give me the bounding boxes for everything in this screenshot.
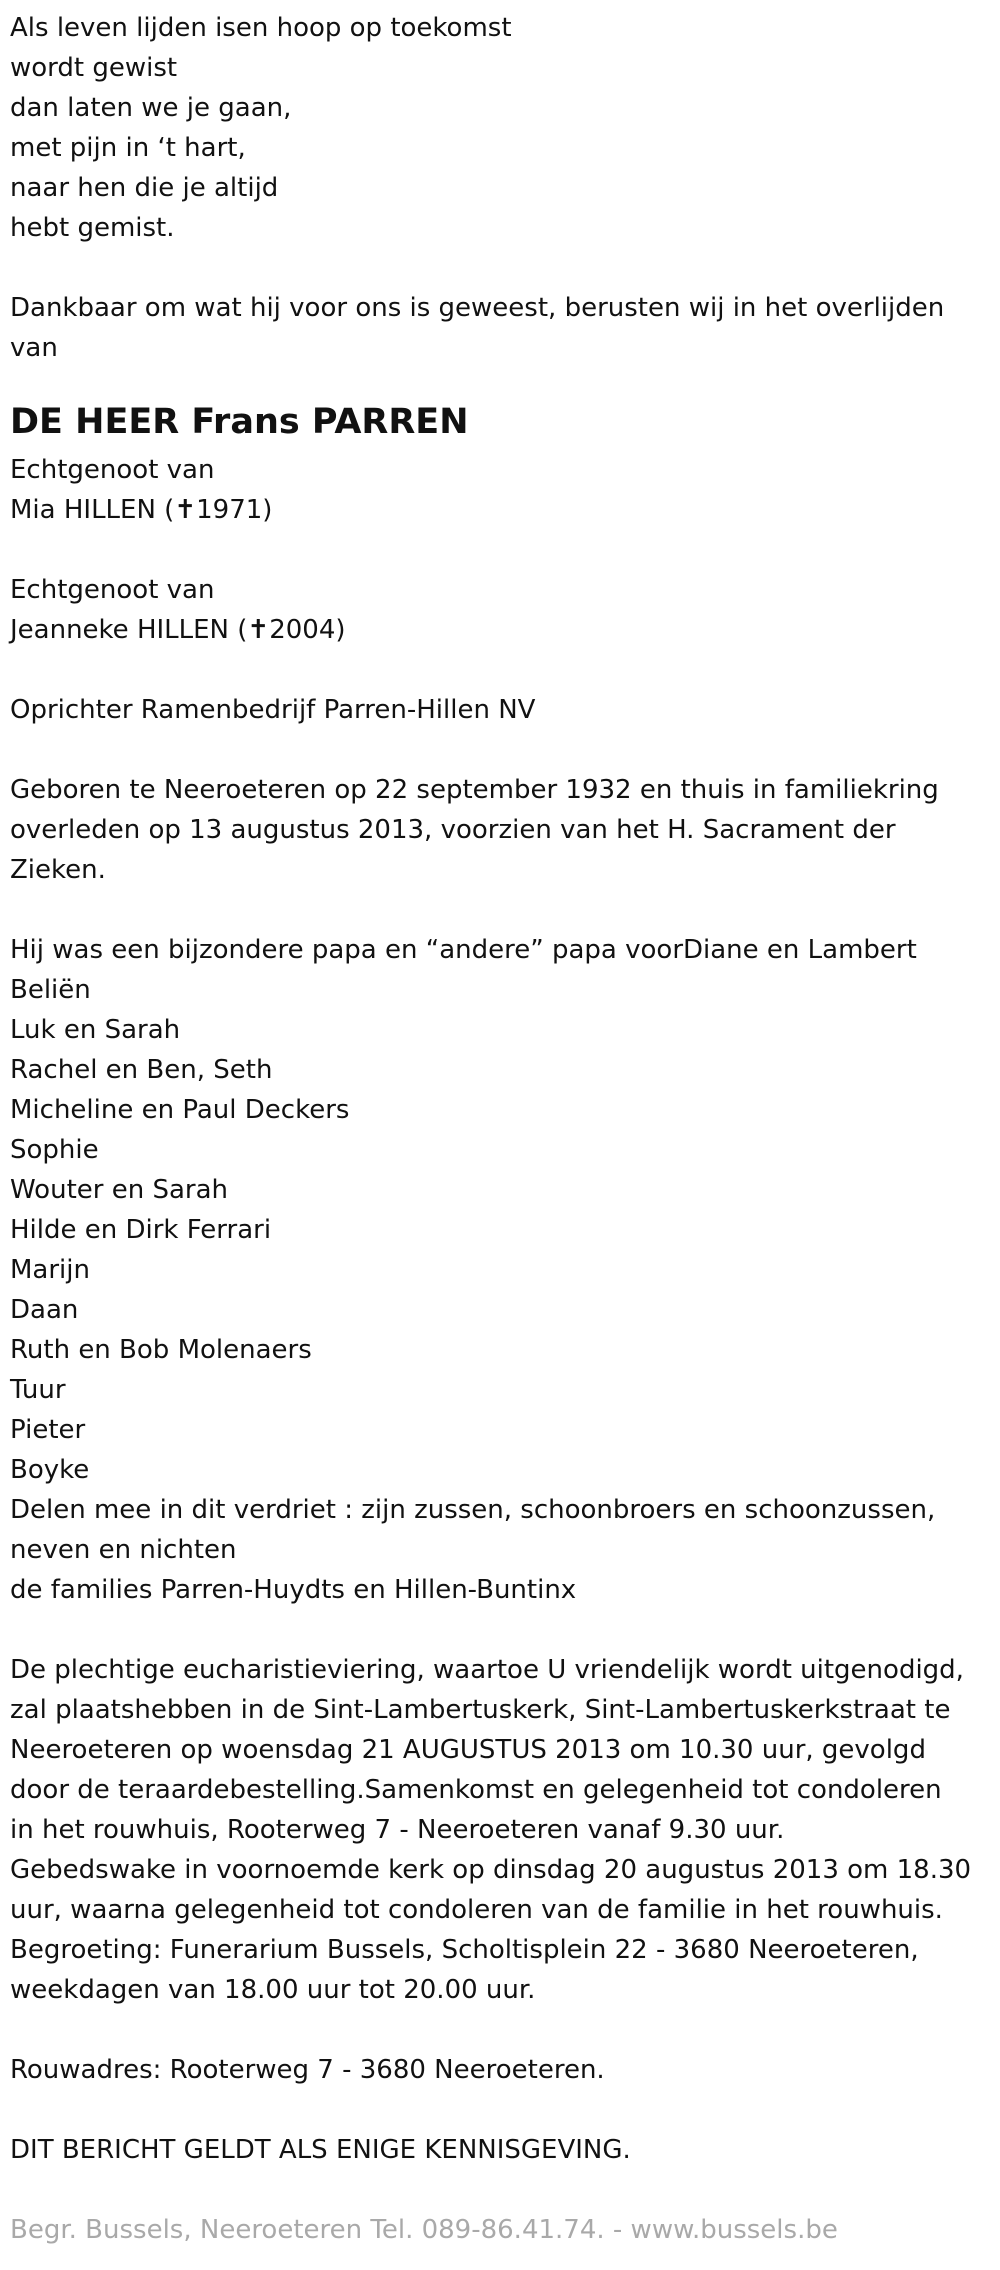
intro-line: Dankbaar om wat hij voor ons is geweest, berusten wij in het overlijden: [10, 293, 945, 323]
ceremony-line: in het rouwhuis, Rooterweg 7 - Neeroeteren vanaf 9.30 uur.: [10, 1815, 785, 1845]
poem: [10, 8, 990, 248]
family-line: Beliën: [10, 975, 91, 1005]
family-line: Ruth en Bob Molenaers: [10, 1335, 312, 1365]
family-line: Sophie: [10, 1135, 99, 1165]
poem-line: wordt gewist: [10, 53, 178, 83]
family-line: Micheline en Paul Deckers: [10, 1095, 350, 1125]
spouse-name: Jeanneke HILLEN (✝2004): [10, 615, 346, 645]
family-line: Boyke: [10, 1455, 90, 1485]
ceremony-line: uur, waarna gelegenheid tot condoleren van de familie in het rouwhuis.: [10, 1895, 943, 1925]
ceremony-line: Neeroeteren op woensdag 21 AUGUSTUS 2013 om 10.30 uur, gevolgd: [10, 1735, 926, 1765]
family-line: Tuur: [10, 1375, 66, 1405]
intro-paragraph: [10, 288, 990, 368]
spouse-label: Echtgenoot van: [10, 455, 215, 485]
occupation: Oprichter Ramenbedrijf Parren-Hillen NV: [10, 695, 536, 725]
family-line: Hij was een bijzondere papa en “andere” papa voorDiane en Lambert: [10, 935, 917, 965]
family-line: Luk en Sarah: [10, 1015, 181, 1045]
family-line: de families Parren-Huydts en Hillen-Buntinx: [10, 1575, 577, 1605]
spouse-name: Mia HILLEN (✝1971): [10, 495, 273, 525]
family-line: Delen mee in dit verdriet : zijn zussen, schoonbroers en schoonzussen,: [10, 1495, 936, 1525]
ceremony-line: Begroeting: Funerarium Bussels, Scholtisplein 22 - 3680 Neeroeteren,: [10, 1935, 919, 1965]
family-line: neven en nichten: [10, 1535, 237, 1565]
ceremony-line: Gebedswake in voornoemde kerk op dinsdag 20 augustus 2013 om 18.30: [10, 1855, 972, 1885]
poem-line: hebt gemist.: [10, 213, 175, 243]
poem-line: met pijn in ‘t hart,: [10, 133, 246, 163]
mourning-address: Rouwadres: Rooterweg 7 - 3680 Neeroeteren.: [10, 2055, 605, 2085]
family-list: [10, 930, 990, 1610]
family-line: Wouter en Sarah: [10, 1175, 228, 1205]
footer-credits: Begr. Bussels, Neeroeteren Tel. 089-86.41.74. - www.bussels.be: [10, 2215, 838, 2245]
ceremony-line: zal plaatshebben in de Sint-Lambertuskerk, Sint-Lambertuskerkstraat te: [10, 1695, 951, 1725]
ceremony-paragraph: [10, 1650, 990, 2010]
intro-line: van: [10, 333, 58, 363]
family-line: Hilde en Dirk Ferrari: [10, 1215, 272, 1245]
ceremony-line: door de teraardebestelling.Samenkomst en gelegenheid tot condoleren: [10, 1775, 942, 1805]
poem-line: naar hen die je altijd: [10, 173, 279, 203]
notice: DIT BERICHT GELDT ALS ENIGE KENNISGEVING.: [10, 2135, 631, 2165]
spouse-label: Echtgenoot van: [10, 575, 215, 605]
spouse-2: [10, 570, 990, 650]
poem-line: dan laten we je gaan,: [10, 93, 292, 123]
family-line: Pieter: [10, 1415, 86, 1445]
birth-death-paragraph: [10, 770, 990, 890]
deceased-name: DE HEER Frans PARREN: [10, 402, 469, 442]
birth-death-line: Zieken.: [10, 855, 106, 885]
poem-line: Als leven lijden isen hoop op toekomst: [10, 13, 512, 43]
birth-death-line: Geboren te Neeroeteren op 22 september 1932 en thuis in familiekring: [10, 775, 939, 805]
ceremony-line: De plechtige eucharistieviering, waartoe U vriendelijk wordt uitgenodigd,: [10, 1655, 964, 1685]
birth-death-line: overleden op 13 augustus 2013, voorzien van het H. Sacrament der: [10, 815, 896, 845]
family-line: Marijn: [10, 1255, 90, 1285]
ceremony-line: weekdagen van 18.00 uur tot 20.00 uur.: [10, 1975, 536, 2005]
family-line: Daan: [10, 1295, 79, 1325]
family-line: Rachel en Ben, Seth: [10, 1055, 273, 1085]
spouse-1: [10, 450, 990, 530]
